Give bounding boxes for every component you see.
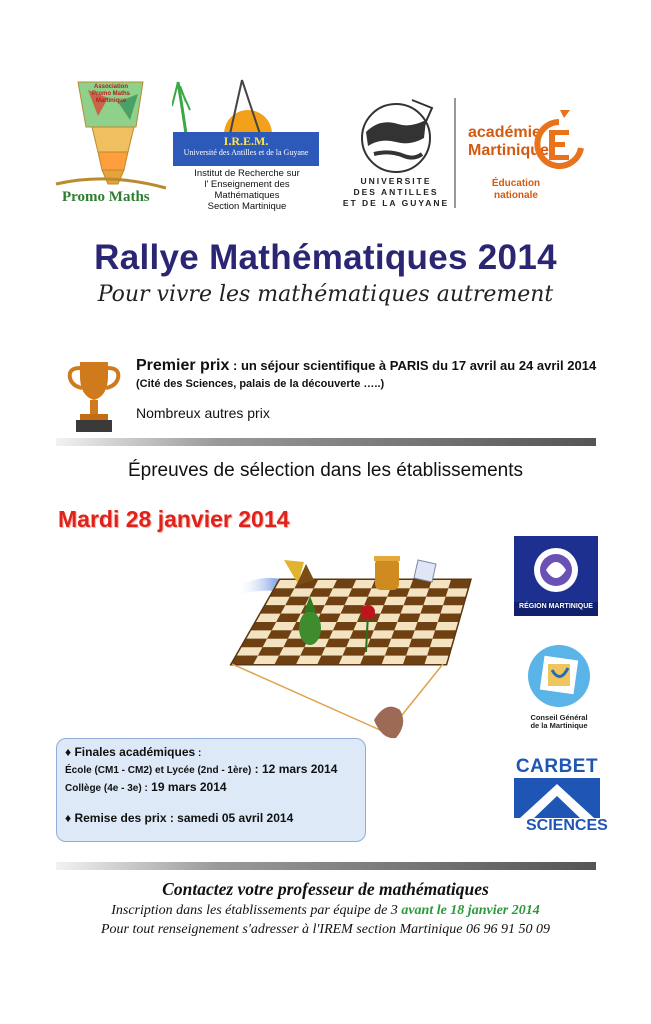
- promo-maths-label: Promo Maths: [62, 189, 150, 205]
- academie-e-icon: [532, 108, 586, 174]
- academie-education: [486, 178, 546, 202]
- irem-acronym: I.R.E.M.: [223, 134, 269, 148]
- awards-ceremony: ♦ Remise des prix : samedi 05 avril 2014: [65, 811, 294, 825]
- divider-top: [56, 438, 596, 446]
- irem-line-2: l' Enseignement des: [204, 179, 290, 190]
- promo-maths-mini-text: Association Promo Maths Martinique: [91, 84, 130, 104]
- finals-spacer: [65, 797, 357, 811]
- uag-globe-icon: [340, 98, 452, 176]
- page-title: Rallye Mathématiques 2014: [94, 238, 557, 277]
- vase-icon: [374, 556, 400, 590]
- region-label: RÉGION MARTINIQUE: [519, 603, 593, 610]
- irem-band: [173, 132, 319, 166]
- first-prize: [136, 357, 596, 375]
- contact-line: Contactez votre professeur de mathématiques: [162, 879, 489, 899]
- carbet-bottom: SCIENCES: [526, 817, 608, 834]
- conseil-general-name: [520, 714, 598, 730]
- chessboard-illustration: [218, 552, 503, 742]
- irem-line-3: Mathématiques: [214, 190, 280, 201]
- carbet-roof-icon: [514, 778, 600, 818]
- inscription-line: [0, 903, 651, 919]
- book-icon: [414, 560, 436, 582]
- divider-bottom: [56, 862, 596, 870]
- uag-line-3: ET DE LA GUYANE: [342, 198, 450, 208]
- shell-icon: [374, 707, 403, 739]
- academie-line-1: académie: [468, 124, 541, 141]
- uag-line-2: DES ANTILLES: [353, 187, 439, 197]
- uag-logo: [340, 98, 452, 210]
- finals-school-row: [65, 761, 357, 779]
- irem-line-4: Section Martinique: [207, 201, 287, 212]
- irem-full-name: [172, 168, 322, 212]
- finals-college-date: 19 mars 2014: [147, 780, 227, 794]
- promo-maths-logo: [48, 72, 170, 210]
- conseil-general-emblem-icon: [526, 640, 592, 712]
- finals-heading-suffix: :: [195, 748, 202, 759]
- conseil-general-logo: [526, 640, 592, 736]
- region-martinique-logo: [514, 536, 598, 616]
- page-subtitle: Pour vivre les mathématiques autrement: [97, 282, 554, 307]
- conseil-general-line-1: Conseil Général: [530, 713, 588, 722]
- info-line: Pour tout renseignement s'adresser à l'IREM section Martinique 06 96 91 50 09: [100, 922, 550, 937]
- finals-school-label: École (CM1 - CM2) et Lycée (2nd - 1ère): [65, 765, 252, 776]
- inscription-text: Inscription dans les établissements par équipe de 3: [111, 903, 402, 918]
- selection-date: Mardi 28 janvier 2014: [58, 506, 290, 532]
- uag-line-1: UNIVERSITE: [360, 176, 432, 186]
- finals-heading-row: [65, 745, 357, 761]
- academie-line-3: Éducation: [491, 178, 541, 189]
- finals-college-label: Collège (4e - 3e) :: [65, 783, 148, 794]
- logo-separator: [454, 98, 456, 208]
- finals-info-box: [56, 738, 366, 842]
- academie-logo: [466, 92, 596, 212]
- irem-logo: [172, 76, 322, 216]
- trophy-icon: [66, 358, 122, 434]
- carbet-top: CARBET: [515, 756, 599, 777]
- inscription-deadline: avant le 18 janvier 2014: [401, 903, 540, 918]
- irem-line-1: Institut de Recherche sur: [194, 168, 300, 179]
- finals-college-row: [65, 779, 357, 797]
- selection-heading: Épreuves de sélection dans les établissements: [127, 460, 523, 481]
- uag-name: [342, 176, 450, 209]
- carbet-sciences-logo: [514, 756, 608, 840]
- finals-school-date: : 12 mars 2014: [251, 762, 338, 776]
- other-prizes: Nombreux autres prix: [136, 405, 270, 421]
- irem-university: Université des Antilles et de la Guyane: [183, 148, 309, 157]
- first-prize-description: : un séjour scientifique à PARIS du 17 avril au 24 avril 2014: [229, 358, 597, 373]
- academie-line-4: nationale: [494, 190, 538, 201]
- finals-heading: ♦ Finales académiques: [65, 745, 196, 759]
- academie-line-2: Martinique: [468, 142, 549, 159]
- first-prize-detail: (Cité des Sciences, palais de la découverte …..): [136, 378, 385, 390]
- first-prize-label: Premier prix: [136, 357, 230, 374]
- palm-sun-compass-icon: [172, 76, 322, 136]
- conseil-general-line-2: de la Martinique: [530, 721, 588, 730]
